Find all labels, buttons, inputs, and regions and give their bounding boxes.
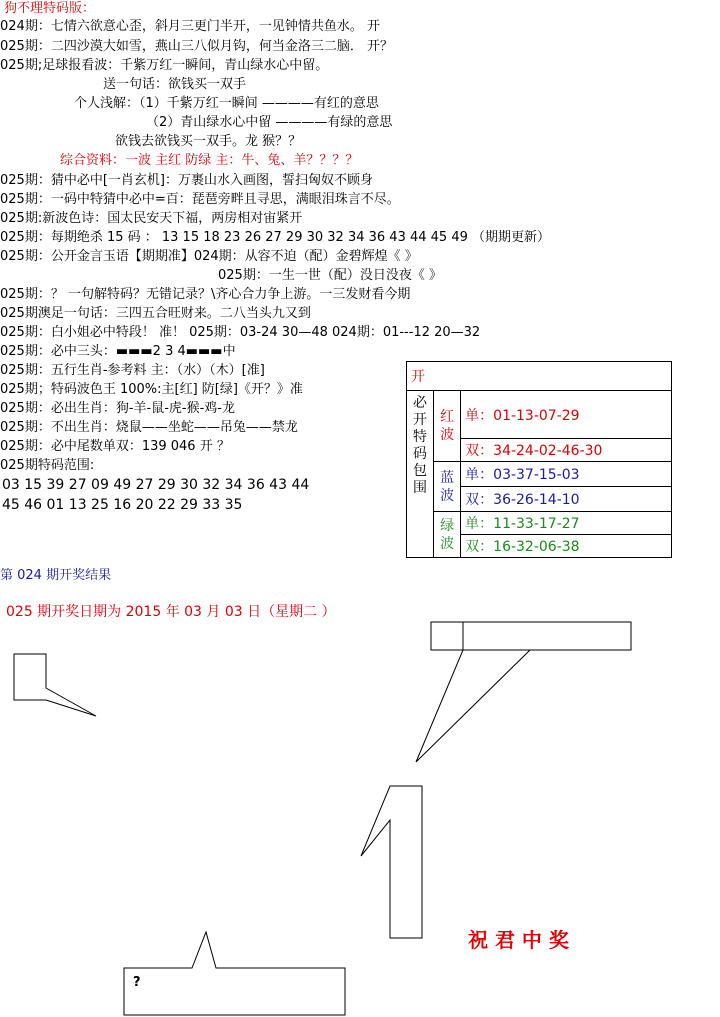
text-line: 025期：必中三头：▬▬▬2 3 4▬▬▬中 bbox=[0, 344, 236, 359]
page-title: 狗不理特码版： bbox=[4, 1, 96, 16]
text-line: 025期；特码波色王 100%:主[红] 防[绿]《开？》准 bbox=[0, 382, 303, 397]
wave-double-blue: 双：36-26-14-10 bbox=[461, 487, 672, 512]
text-line: 025期：不出生肖：烧鼠——坐蛇——吊兔——禁龙 bbox=[0, 420, 298, 435]
wave-name-blue: 蓝波 bbox=[434, 462, 461, 512]
wave-table-header: 开 bbox=[407, 362, 672, 391]
box-top-right bbox=[431, 622, 631, 650]
text-line: 025期：每期绝杀 15 码 ： 13 15 18 23 26 27 29 30 32 34 36 43 44 45 49 （期期更新） bbox=[0, 230, 550, 245]
result-title: 第 024 期开奖结果 bbox=[0, 568, 112, 583]
wave-side-label: 必开特码包围 bbox=[407, 391, 434, 558]
summary-line: 综合资料：一波 主红 防绿 主：牛、兔、羊？？？？ bbox=[60, 153, 359, 168]
draw-date: 025 期开奖日期为 2015 年 03 月 03 日（星期二 ） bbox=[6, 604, 336, 620]
text-line: 欲钱去欲钱买一双手。龙 猴？？ bbox=[115, 134, 302, 149]
wave-double-red: 双：34-24-02-46-30 bbox=[461, 439, 672, 462]
stroke-shape bbox=[416, 650, 530, 762]
text-line: 025期：？ 一句解特码？无错记录？\齐心合力争上游。一三发财看今期 bbox=[0, 287, 411, 302]
text-line: 025期：猜中必中[一肖玄机]：万裹山水入画图，誓扫匈奴不顾身 bbox=[0, 173, 373, 188]
text-line: 025期：二四沙漠大如雪，燕山三八似月钩，何当金洛三二脑． 开？ bbox=[0, 39, 393, 54]
number-range-line: 03 15 39 27 09 49 27 29 30 32 34 36 43 44 bbox=[2, 477, 310, 493]
text-line: 025期：一生一世（配）没日没夜《 》 bbox=[218, 268, 442, 283]
text-line: 025期：必出生肖：狗-羊-鼠-虎-猴-鸡-龙 bbox=[0, 401, 235, 416]
text-line: 送一句话：欲钱买一双手 bbox=[103, 77, 247, 92]
wave-double-green: 双：16-32-06-38 bbox=[461, 535, 672, 558]
text-line: 个人浅解：（1）千紫万红一瞬间 ————有红的意思 bbox=[74, 96, 379, 111]
bubble-text: ? bbox=[133, 975, 141, 990]
numeral-shape bbox=[361, 786, 422, 938]
text-line: 025期：白小姐必中特段！ 准！ 025期：03-24 30—48 024期：01---12 20—32 bbox=[0, 325, 481, 340]
wave-single-blue: 单：03-37-15-03 bbox=[461, 462, 672, 487]
text-line: 025期:新波色诗：国太民安天下福，两房相对宙紧开 bbox=[0, 211, 303, 226]
bubble-left bbox=[14, 654, 96, 716]
number-range-line: 45 46 01 13 25 16 20 22 29 33 35 bbox=[2, 497, 243, 513]
wish-text: 祝 君 中 奖 bbox=[468, 928, 569, 952]
text-line: 025期：必中尾数单双：139 046 开 ？ bbox=[0, 439, 230, 454]
text-line: 025期：五行生肖-参考料 主：（水）（木）[准] bbox=[0, 363, 265, 378]
text-line: （2）青山绿水心中留 ————有绿的意思 bbox=[146, 115, 393, 130]
text-line: 024期：七情六欲意心歪，斜月三更门半开，一见钟情共鱼水。 开 bbox=[0, 19, 380, 34]
text-line: 025期澳足一句话：三四五合旺财来。二八当头九又到 bbox=[0, 306, 311, 321]
wave-name-red: 红波 bbox=[434, 391, 461, 462]
wave-single-green: 单：11-33-17-27 bbox=[461, 512, 672, 535]
bubble-bottom bbox=[124, 932, 345, 1015]
text-line: 025期特码范围: bbox=[0, 458, 95, 473]
text-line: 025期：一码中特猜中必中=百：琵琶旁畔且寻思，满眼泪珠言不尽。 bbox=[0, 192, 400, 207]
text-line: 025期;足球报看波：千紫万红一瞬间，青山绿水心中留。 bbox=[0, 58, 329, 73]
wave-single-red: 单：01-13-07-29 bbox=[461, 391, 672, 439]
text-line: 025期：公开金言玉语【期期准】024期：从容不迫（配）金碧辉煌《 》 bbox=[0, 249, 418, 264]
wave-name-green: 绿波 bbox=[434, 512, 461, 558]
